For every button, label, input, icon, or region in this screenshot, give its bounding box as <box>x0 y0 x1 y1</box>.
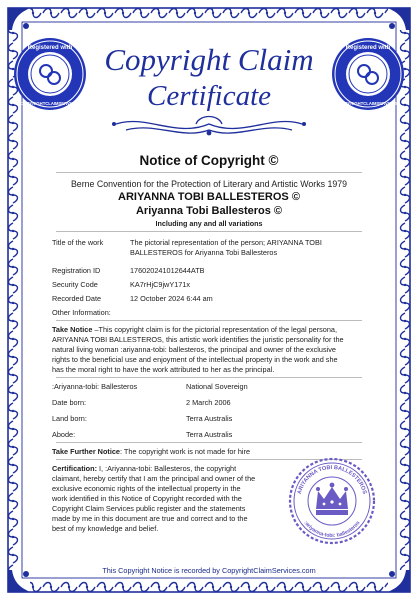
take-further-notice-lead: Take Further Notice <box>52 447 120 456</box>
divider <box>56 377 362 378</box>
footer-note: This Copyright Notice is recorded by CopyrightClaimServices.com <box>102 566 316 575</box>
certificate-title-line1: Copyright Claim <box>104 42 314 77</box>
security-code-label: Security Code <box>52 280 98 289</box>
land-born-value: Terra Australis <box>186 414 233 423</box>
registration-id-value: 176020241012644ATB <box>130 266 205 275</box>
take-notice-paragraph: Take Notice –This copyright claim is for the pictorial representation of the legal persona, ARIYANNA TOBI BALLESTEROS, this artistic work identifies the juristic personality for the natural living woman :ariyanna-tobi: ballesteros, the principal and owner of the exclusive rights to the beneficial use and enjoyment of the intellectual property in the work and she has the moral right to have the work attributed to her as the principal. <box>52 325 344 374</box>
take-further-notice: Take Further Notice: The copyright work is not made for hire <box>52 447 251 456</box>
take-notice-lead: Take Notice <box>52 325 93 334</box>
registration-id-label: Registration ID <box>52 266 101 275</box>
divider <box>56 320 362 321</box>
recorded-date-value: 12 October 2024 6:44 am <box>130 294 213 303</box>
svg-text:Registered with: Registered with <box>27 45 73 51</box>
certificate-title-line2: Certificate <box>146 80 272 112</box>
svg-text:COPYRIGHTCLAIMSERVICES: COPYRIGHTCLAIMSERVICES <box>338 101 398 106</box>
title-of-work-value-line2: BALLESTEROS for Ariyanna Tobi Ballesteros <box>130 248 278 257</box>
svg-text:ARIYANNA TOBI BALLESTEROS: ARIYANNA TOBI BALLESTEROS <box>296 464 368 495</box>
svg-text::ariyanna-tobi: ballesteros: :ariyanna-tobi: ballesteros <box>302 520 362 540</box>
claimant-name-label: :Ariyanna-tobi: Ballesteros <box>52 382 138 391</box>
date-born-label: Date born: <box>52 398 87 407</box>
owner-name: Ariyanna Tobi Ballesteros © <box>135 205 283 217</box>
claimant-status-value: National Sovereign <box>186 382 248 391</box>
divider <box>56 231 362 232</box>
notice-heading: Notice of Copyright © <box>139 153 279 168</box>
date-born-value: 2 March 2006 <box>186 398 231 407</box>
title-of-work-value-line1: The pictorial representation of the person; ARIYANNA TOBI <box>130 238 322 247</box>
certification-lead: Certification: <box>52 464 97 473</box>
owner-name-uppercase: ARIYANNA TOBI BALLESTEROS © <box>118 191 300 203</box>
convention-line: Berne Convention for the Protection of Literary and Artistic Works 1979 <box>70 179 348 189</box>
land-born-label: Land born: <box>52 414 87 423</box>
security-code-value: KA7rHjC9jwY171x <box>130 280 191 289</box>
recorded-date-label: Recorded Date <box>52 294 102 303</box>
abode-value: Terra Australis <box>186 430 233 439</box>
crown-stamp <box>288 457 376 545</box>
divider <box>56 172 362 173</box>
title-of-work-label: Title of the work <box>52 238 104 247</box>
other-information-label: Other Information: <box>52 308 111 317</box>
divider <box>56 442 362 443</box>
abode-label: Abode: <box>52 430 76 439</box>
svg-text:COPYRIGHTCLAIMSERVICES: COPYRIGHTCLAIMSERVICES <box>20 101 80 106</box>
svg-text:Registered with: Registered with <box>345 45 391 51</box>
variations-note: Including any and all variations <box>155 219 263 228</box>
certification-paragraph: Certification: I, :Ariyanna-tobi: Ballesteros, the copyright claimant, hereby certify that I am the principal and owner of the exclusive economic rights of the intellectual property in the work identified in this Notice of Copyright recorded with the Copyright Claim Services public register and the statements made by me in this document are true and correct and to the best of my knowledge and belief. <box>52 464 256 533</box>
